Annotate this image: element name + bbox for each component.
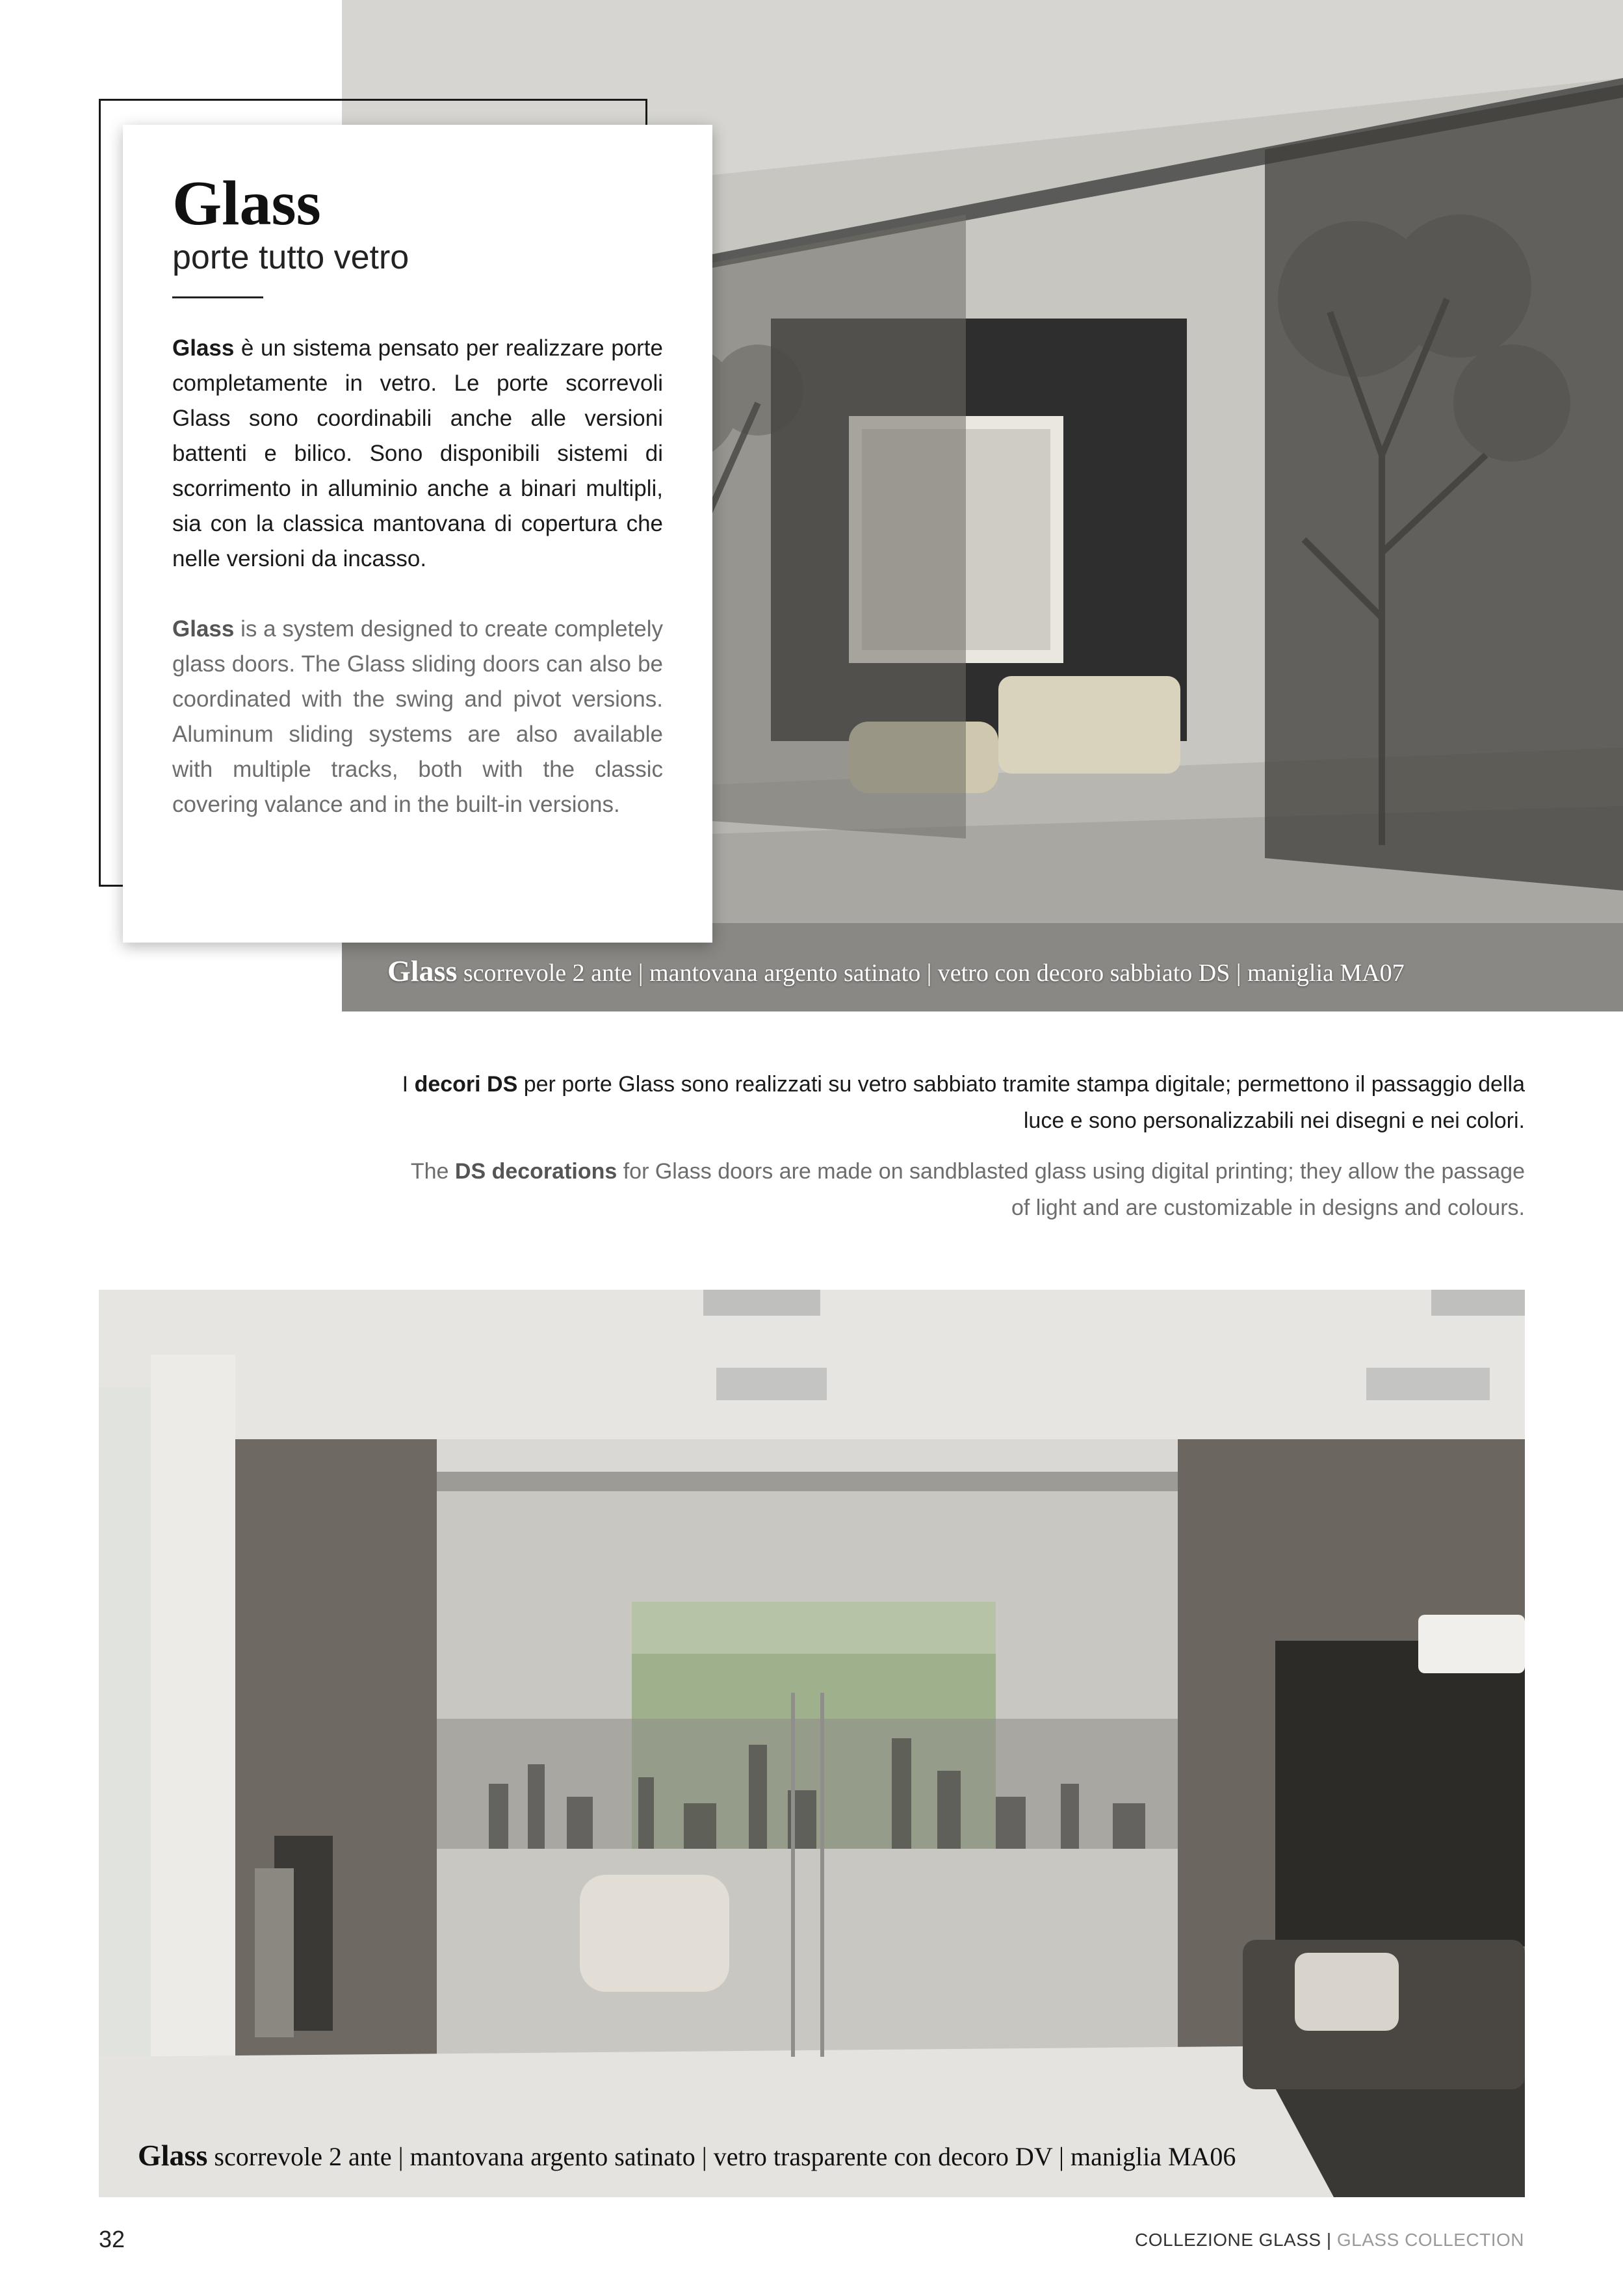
intro-english-body: is a system designed to create completely glass doors. The Glass sliding doors can also be coordinated with the swing and pivot versions. Aluminum sliding systems are also available with multiple tracks, both with the classic covering valance and in the built-in versions. (172, 616, 663, 817)
title-divider (172, 296, 263, 298)
room-caption (138, 2138, 1236, 2172)
intro-italian-body: è un sistema pensato per realizzare porte completamente in vetro. Le porte scorrevoli Glass sono coordinabili anche alle versioni battenti e bilico. Sono disponibili sistemi di scorrimento in alluminio anche a binari multipli, sia con la classica mantovana di copertura che nelle versioni da incasso. (172, 335, 663, 571)
page-title: Glass (172, 168, 321, 239)
page-number: 32 (99, 2226, 125, 2252)
decor-italian-bold: decori DS (414, 1072, 518, 1097)
room-photo (99, 1290, 1525, 2197)
decor-description (390, 1066, 1525, 1226)
intro-english-lead: Glass (172, 616, 235, 642)
intro-italian-lead: Glass (172, 335, 235, 361)
hero-caption-brand: Glass (387, 954, 458, 987)
decor-text-italian (390, 1066, 1525, 1139)
page-subtitle: porte tutto vetro (172, 239, 409, 276)
decor-english-bold: DS decorations (454, 1159, 617, 1184)
hero-caption-text: scorrevole 2 ante | mantovana argento satinato | vetro con decoro sabbiato DS | maniglia MA07 (457, 959, 1405, 987)
decor-italian-post: per porte Glass sono realizzati su vetro sabbiato tramite stampa digitale; permettono il passaggio della luce e sono personalizzabili nei disegni e nei colori. (517, 1072, 1525, 1133)
intro-card (123, 125, 712, 943)
intro-text-italian (172, 331, 663, 577)
decor-text-english (390, 1153, 1525, 1226)
room-caption-brand: Glass (138, 2139, 208, 2172)
footer-collection-english: GLASS COLLECTION (1336, 2230, 1524, 2250)
room-caption-text: scorrevole 2 ante | mantovana argento satinato | vetro trasparente con decoro DV | maniglia MA06 (207, 2142, 1236, 2171)
room-photo-illustration (99, 1290, 1525, 2197)
footer-collection-italian: COLLEZIONE GLASS (1135, 2230, 1321, 2250)
intro-text-english (172, 612, 663, 822)
footer-separator: | (1321, 2230, 1337, 2250)
decor-english-post: for Glass doors are made on sandblasted glass using digital printing; they allow the passage of light and are customizable in designs and colours. (617, 1159, 1525, 1220)
decor-italian-pre: I (402, 1072, 415, 1097)
hero-caption (387, 954, 1405, 988)
footer-collection (1135, 2230, 1524, 2250)
decor-english-pre: The (410, 1159, 455, 1184)
